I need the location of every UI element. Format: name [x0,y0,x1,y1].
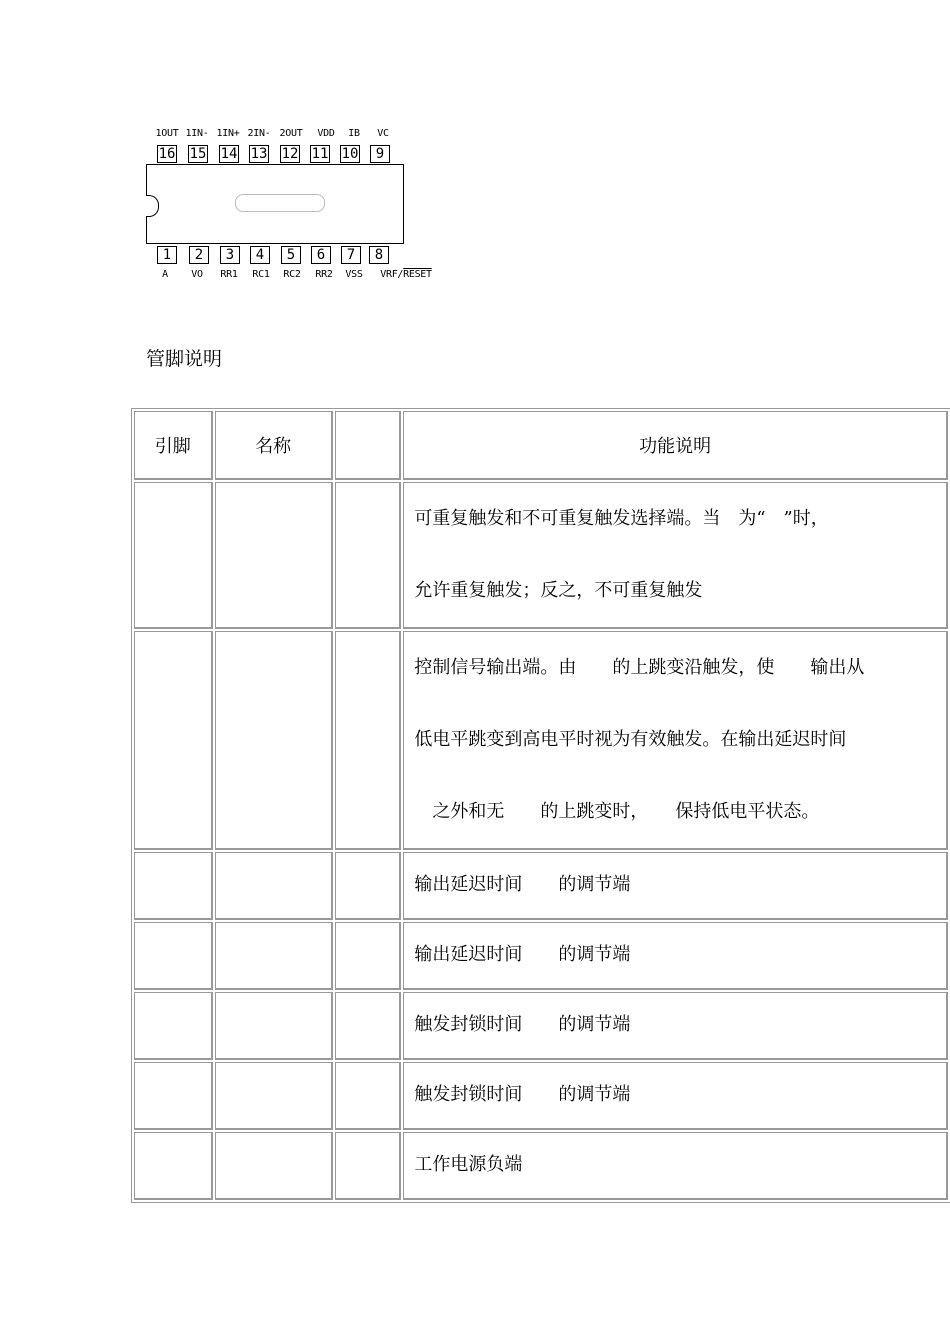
pin-1-label: A [162,269,168,280]
header-name: 名称 [215,411,333,480]
header-function: 功能说明 [403,411,948,480]
cell-pin [134,1132,213,1200]
pin-9-label: VC [377,128,389,139]
pin-5-label: RC2 [283,269,301,280]
cell-desc [403,922,948,990]
table-row [134,852,948,920]
cell-extra [335,852,402,920]
pin-8-label-reset: RESET [403,269,432,280]
chip-body [146,164,404,244]
pin-16-label: 1OUT [155,128,179,139]
pin-3-label: RR1 [220,269,238,280]
pin-12-box: 12 [281,146,299,162]
desc-line: 可重复触发和不可重复触发选择端。当 为“ ”时， [414,508,829,529]
chip-pinout-diagram [140,124,450,290]
pin-11-box: 11 [311,146,329,162]
table-row [134,631,948,850]
pin-5-box: 5 [281,246,301,264]
pin-9-box: 9 [370,145,390,163]
pin-8-label-prefix: VRF/ [380,269,404,280]
pin-6-box: 6 [311,246,331,264]
pin-12-label: 2OUT [279,128,303,139]
pin-8-label [380,269,432,280]
pin-15-label: 1IN- [185,128,209,139]
desc-line: 控制信号输出端。由 的上跳变沿触发，使 输出从 [414,657,865,678]
desc-line: 触发封锁时间 的调节端 [414,1084,631,1105]
pin-2-box: 2 [189,246,209,264]
desc-line: 之外和无 的上跳变时， 保持低电平状态。 [414,801,820,822]
cell-pin [134,482,213,629]
table-row [134,992,948,1060]
section-title: 管脚说明 [146,348,223,370]
cell-desc [403,631,948,850]
cell-extra [335,482,402,629]
cell-extra [335,631,402,850]
pin-6-label: RR2 [315,269,333,280]
desc-line: 输出延迟时间 的调节端 [414,944,631,965]
pin-10-label: IB [348,128,360,139]
cell-name [215,922,333,990]
pin-11-label: VDD [317,128,335,139]
cell-desc [403,1132,948,1200]
cell-pin [134,852,213,920]
cell-name [215,631,333,850]
cell-pin [134,1062,213,1130]
pin-3-box: 3 [220,246,240,264]
cell-pin [134,922,213,990]
pin-13-label: 2IN- [247,128,271,139]
header-blank [335,411,402,480]
cell-name [215,1132,333,1200]
cell-desc [403,1062,948,1130]
pin-1-box: 1 [157,246,177,264]
cell-name [215,992,333,1060]
pin-4-label: RC1 [252,269,270,280]
cell-extra [335,1062,402,1130]
pin-10-box: 10 [341,146,359,162]
cell-extra [335,922,402,990]
cell-name [215,482,333,629]
cell-desc [403,852,948,920]
cell-desc [403,482,948,629]
cell-pin [134,631,213,850]
cell-extra [335,1132,402,1200]
cell-extra [335,992,402,1060]
table-header-row [134,411,948,480]
desc-line: 低电平跳变到高电平时视为有效触发。在输出延迟时间 [414,729,847,750]
table-row [134,922,948,990]
table-row [134,482,948,629]
cell-name [215,852,333,920]
desc-line: 工作电源负端 [414,1154,523,1175]
pin-14-box: 14 [220,146,238,162]
header-pin: 引脚 [134,411,213,480]
pin-description-table [131,408,950,1203]
pin-4-box: 4 [250,246,270,264]
cell-name [215,1062,333,1130]
pin-7-box: 7 [341,246,361,264]
pin-16-box: 16 [158,146,176,162]
table-row [134,1132,948,1200]
table-row [134,1062,948,1130]
chip-marking [235,194,325,212]
desc-line: 触发封锁时间 的调节端 [414,1014,631,1035]
pin-15-box: 15 [189,146,207,162]
pin-14-label: 1IN+ [216,128,240,139]
chip-notch [146,195,159,217]
desc-line: 允许重复触发；反之，不可重复触发 [414,580,703,601]
cell-desc [403,992,948,1060]
pin-7-label: VSS [345,269,363,280]
desc-line: 输出延迟时间 的调节端 [414,874,631,895]
pin-8-box: 8 [369,246,389,264]
cell-pin [134,992,213,1060]
pin-2-label: VO [191,269,203,280]
pin-13-box: 13 [250,146,268,162]
